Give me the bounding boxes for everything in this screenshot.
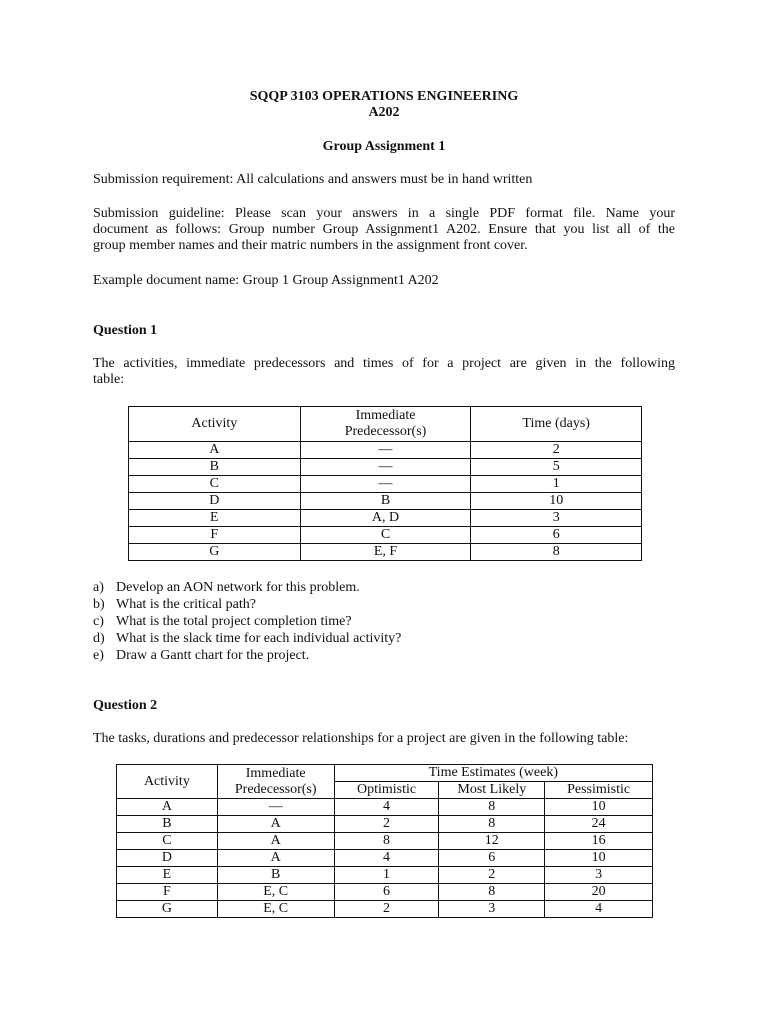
cell-time: 1 bbox=[471, 476, 642, 493]
table-row bbox=[117, 901, 653, 918]
header-optimistic: Optimistic bbox=[334, 782, 439, 799]
list-item bbox=[93, 613, 401, 630]
part-text: Develop an AON network for this problem. bbox=[116, 580, 360, 595]
header-time-estimates: Time Estimates (week) bbox=[334, 765, 652, 782]
cell-predecessor: C bbox=[300, 527, 471, 544]
cell-optimistic: 2 bbox=[334, 901, 439, 918]
header-predecessor-line2: Predecessor(s) bbox=[344, 424, 427, 439]
cell-pessimistic: 4 bbox=[545, 901, 653, 918]
part-text: What is the total project completion time? bbox=[116, 614, 352, 629]
cell-most-likely: 8 bbox=[439, 816, 545, 833]
cell-optimistic: 8 bbox=[334, 833, 439, 850]
cell-predecessor: A bbox=[217, 850, 334, 867]
course-title: SQQP 3103 OPERATIONS ENGINEERING bbox=[249, 89, 519, 104]
part-label: a) bbox=[93, 580, 104, 595]
cell-activity: B bbox=[117, 816, 218, 833]
header-predecessor-line1: Immediate bbox=[355, 408, 416, 423]
table-row bbox=[117, 850, 653, 867]
part-text: What is the slack time for each individual activity? bbox=[116, 631, 402, 646]
cell-predecessor: A bbox=[217, 816, 334, 833]
header-predecessor-line1: Immediate bbox=[245, 765, 306, 781]
table-row bbox=[129, 476, 642, 493]
guideline-line: document as follows: Group number Group Assignment1 A202. Ensure that you list all of the bbox=[93, 222, 675, 237]
cell-predecessor: — bbox=[300, 442, 471, 459]
guideline-line: Submission guideline: Please scan your answers in a single PDF format file. Name your bbox=[93, 206, 675, 221]
cell-predecessor: A bbox=[217, 833, 334, 850]
question2-intro: The tasks, durations and predecessor relationships for a project are given in the following table: bbox=[93, 731, 629, 746]
table-header-row bbox=[117, 765, 653, 782]
header-time: Time (days) bbox=[471, 407, 642, 442]
cell-activity: E bbox=[117, 867, 218, 884]
cell-activity: G bbox=[129, 544, 301, 561]
question1-parts bbox=[93, 579, 401, 664]
table-row bbox=[117, 833, 653, 850]
cell-most-likely: 3 bbox=[439, 901, 545, 918]
cell-pessimistic: 20 bbox=[545, 884, 653, 901]
table-row bbox=[129, 459, 642, 476]
cell-pessimistic: 16 bbox=[545, 833, 653, 850]
table-row bbox=[129, 493, 642, 510]
cell-predecessor: E, C bbox=[217, 884, 334, 901]
cell-predecessor: — bbox=[300, 476, 471, 493]
cell-activity: B bbox=[129, 459, 301, 476]
cell-activity: C bbox=[117, 833, 218, 850]
question1-table bbox=[128, 406, 642, 561]
header-predecessor-line2: Predecessor(s) bbox=[234, 781, 317, 797]
part-label: e) bbox=[93, 648, 104, 663]
cell-pessimistic: 10 bbox=[545, 850, 653, 867]
submission-requirement: Submission requirement: All calculations and answers must be in hand written bbox=[93, 172, 533, 187]
table-row bbox=[117, 867, 653, 884]
cell-time: 8 bbox=[471, 544, 642, 561]
cell-activity: G bbox=[117, 901, 218, 918]
cell-time: 5 bbox=[471, 459, 642, 476]
question1-intro bbox=[93, 356, 675, 388]
list-item bbox=[93, 647, 401, 664]
submission-guideline bbox=[93, 206, 675, 254]
table-row bbox=[117, 799, 653, 816]
question1-intro-line: table: bbox=[93, 372, 125, 387]
question1-heading: Question 1 bbox=[93, 323, 158, 338]
part-label: c) bbox=[93, 614, 104, 629]
cell-time: 6 bbox=[471, 527, 642, 544]
table-row bbox=[117, 816, 653, 833]
cell-predecessor: B bbox=[300, 493, 471, 510]
cell-predecessor: — bbox=[300, 459, 471, 476]
cell-predecessor: E, C bbox=[217, 901, 334, 918]
question2-heading: Question 2 bbox=[93, 698, 158, 713]
header-most-likely: Most Likely bbox=[439, 782, 545, 799]
list-item bbox=[93, 630, 401, 647]
table-row bbox=[129, 510, 642, 527]
cell-predecessor: — bbox=[217, 799, 334, 816]
cell-most-likely: 6 bbox=[439, 850, 545, 867]
cell-pessimistic: 3 bbox=[545, 867, 653, 884]
header-predecessor bbox=[300, 407, 471, 442]
table-row bbox=[129, 442, 642, 459]
cell-time: 10 bbox=[471, 493, 642, 510]
cell-activity: E bbox=[129, 510, 301, 527]
cell-activity: D bbox=[129, 493, 301, 510]
header-activity: Activity bbox=[117, 765, 218, 799]
part-text: What is the critical path? bbox=[116, 597, 256, 612]
table-row bbox=[129, 527, 642, 544]
cell-predecessor: B bbox=[217, 867, 334, 884]
cell-pessimistic: 10 bbox=[545, 799, 653, 816]
cell-most-likely: 2 bbox=[439, 867, 545, 884]
header-predecessor bbox=[217, 765, 334, 799]
cell-activity: A bbox=[129, 442, 301, 459]
cell-most-likely: 12 bbox=[439, 833, 545, 850]
part-label: b) bbox=[93, 597, 105, 612]
cell-activity: D bbox=[117, 850, 218, 867]
cell-time: 2 bbox=[471, 442, 642, 459]
cell-activity: F bbox=[129, 527, 301, 544]
cell-predecessor: E, F bbox=[300, 544, 471, 561]
guideline-line: group member names and their matric numbers in the assignment front cover. bbox=[93, 238, 528, 253]
table-row bbox=[117, 884, 653, 901]
header-activity: Activity bbox=[129, 407, 301, 442]
list-item bbox=[93, 579, 401, 596]
cell-most-likely: 8 bbox=[439, 799, 545, 816]
cell-optimistic: 1 bbox=[334, 867, 439, 884]
cell-optimistic: 2 bbox=[334, 816, 439, 833]
cell-activity: C bbox=[129, 476, 301, 493]
assignment-title: Group Assignment 1 bbox=[322, 139, 446, 154]
table-header-row bbox=[129, 407, 642, 442]
cell-optimistic: 4 bbox=[334, 799, 439, 816]
list-item bbox=[93, 596, 401, 613]
cell-activity: A bbox=[117, 799, 218, 816]
example-document-name: Example document name: Group 1 Group Assignment1 A202 bbox=[93, 273, 439, 288]
table-row bbox=[129, 544, 642, 561]
cell-pessimistic: 24 bbox=[545, 816, 653, 833]
cell-time: 3 bbox=[471, 510, 642, 527]
semester-code: A202 bbox=[368, 105, 400, 120]
question2-table bbox=[116, 764, 653, 918]
part-text: Draw a Gantt chart for the project. bbox=[116, 648, 310, 663]
question1-intro-line: The activities, immediate predecessors and times of for a project are given in the following bbox=[93, 356, 675, 371]
cell-optimistic: 6 bbox=[334, 884, 439, 901]
cell-activity: F bbox=[117, 884, 218, 901]
cell-optimistic: 4 bbox=[334, 850, 439, 867]
cell-predecessor: A, D bbox=[300, 510, 471, 527]
part-label: d) bbox=[93, 631, 105, 646]
cell-most-likely: 8 bbox=[439, 884, 545, 901]
header-pessimistic: Pessimistic bbox=[545, 782, 653, 799]
